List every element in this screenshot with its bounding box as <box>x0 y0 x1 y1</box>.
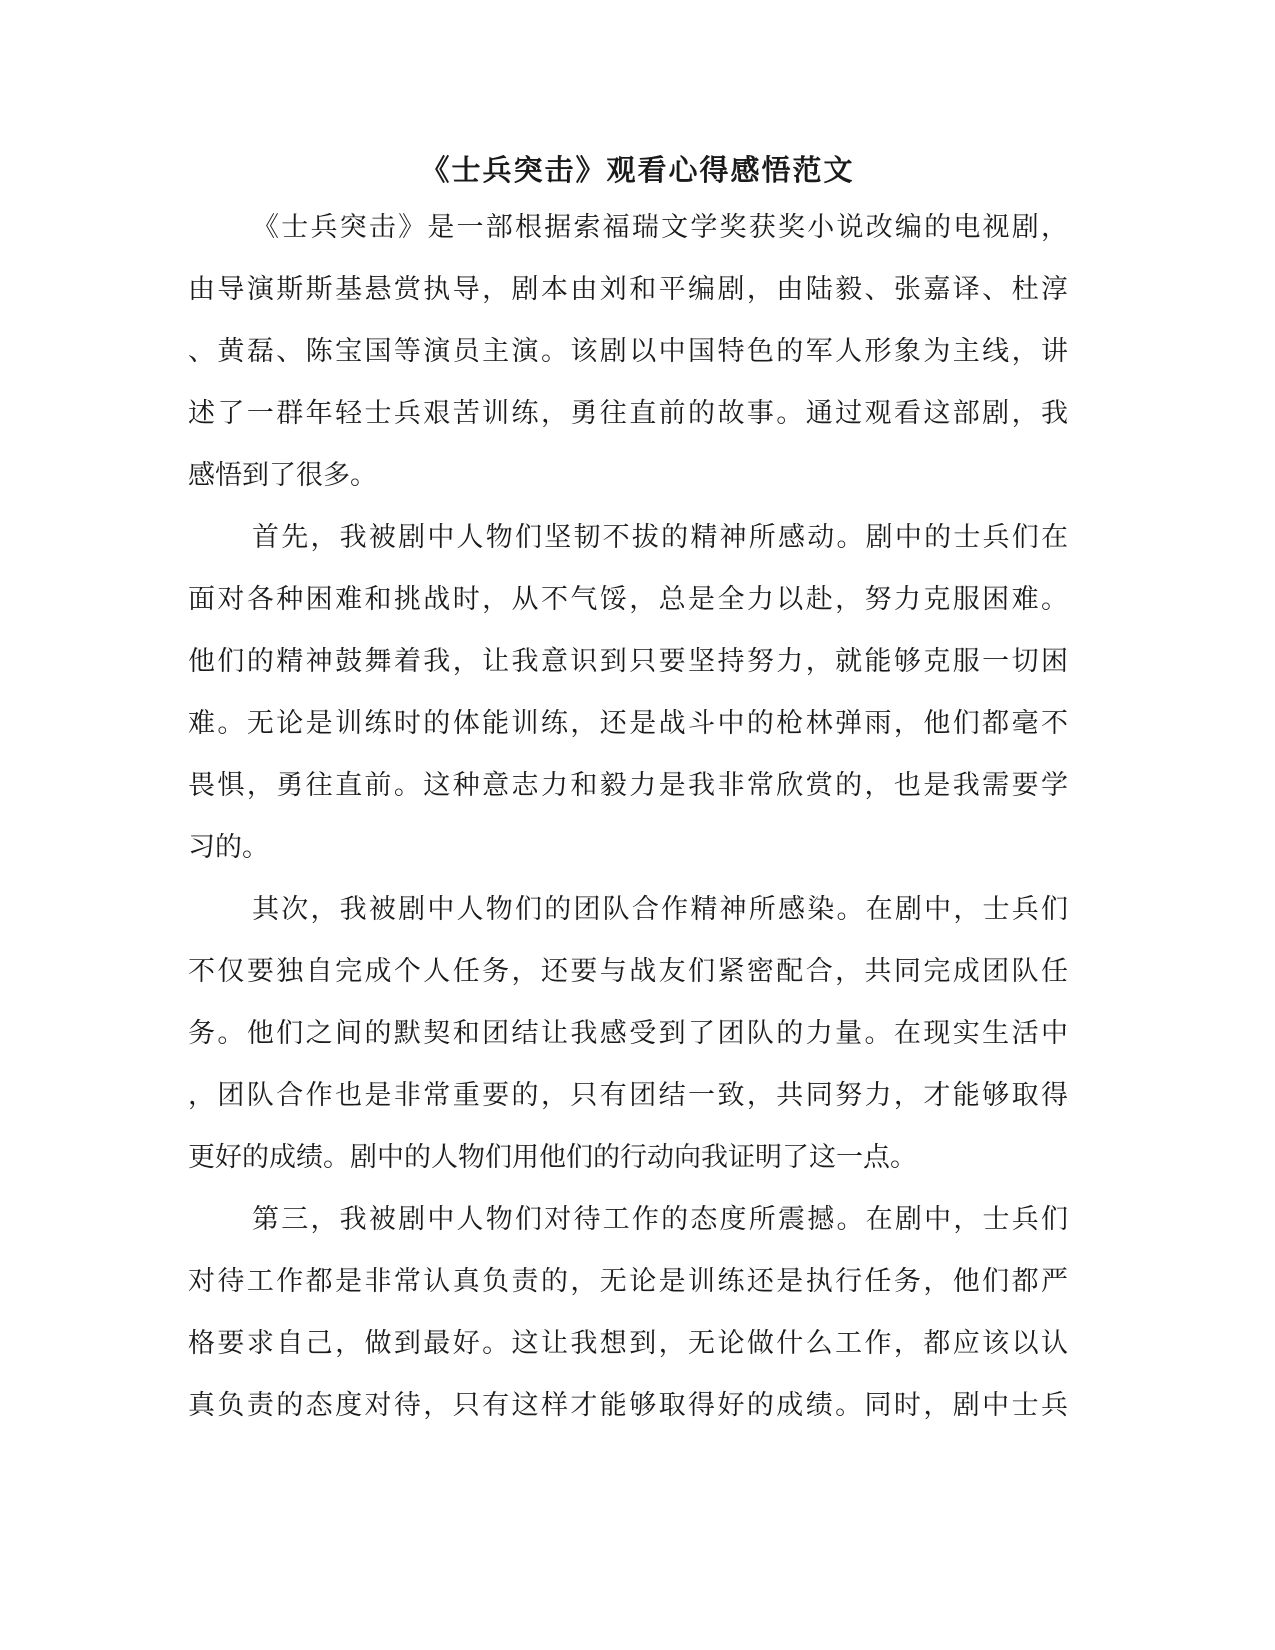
text-line: 习的。 <box>188 832 269 863</box>
text-line: 由导演斯斯基悬赏执导，剧本由刘和平编剧，由陆毅、张嘉译、杜淳 <box>188 274 1068 305</box>
text-line: 格要求自己，做到最好。这让我想到，无论做什么工作，都应该以认 <box>188 1328 1068 1359</box>
text-line: 述了一群年轻士兵艰苦训练，勇往直前的故事。通过观看这部剧，我 <box>188 398 1068 429</box>
text-line: 《士兵突击》是一部根据索福瑞文学奖获奖小说改编的电视剧， <box>252 212 1068 243</box>
text-line: 首先，我被剧中人物们坚韧不拔的精神所感动。剧中的士兵们在 <box>252 522 1068 553</box>
text-line: 务。他们之间的默契和团结让我感受到了团队的力量。在现实生活中 <box>188 1018 1068 1049</box>
text-line: 感悟到了很多。 <box>188 460 377 491</box>
text-line: 真负责的态度对待，只有这样才能够取得好的成绩。同时，剧中士兵 <box>188 1390 1068 1421</box>
text-line: 对待工作都是非常认真负责的，无论是训练还是执行任务，他们都严 <box>188 1266 1068 1297</box>
text-line: 、黄磊、陈宝国等演员主演。该剧以中国特色的军人形象为主线，讲 <box>188 336 1068 367</box>
page-title: 《士兵突击》观看心得感悟范文 <box>420 153 855 187</box>
text-line: 其次，我被剧中人物们的团队合作精神所感染。在剧中，士兵们 <box>252 894 1068 925</box>
text-line: 第三，我被剧中人物们对待工作的态度所震撼。在剧中，士兵们 <box>252 1204 1068 1235</box>
text-line: 难。无论是训练时的体能训练，还是战斗中的枪林弹雨，他们都毫不 <box>188 708 1068 739</box>
text-line: 面对各种困难和挑战时，从不气馁，总是全力以赴，努力克服困难。 <box>188 584 1068 615</box>
text-line: 畏惧，勇往直前。这种意志力和毅力是我非常欣赏的，也是我需要学 <box>188 770 1068 801</box>
text-line: 他们的精神鼓舞着我，让我意识到只要坚持努力，就能够克服一切困 <box>188 646 1068 677</box>
text-line: 更好的成绩。剧中的人物们用他们的行动向我证明了这一点。 <box>188 1142 917 1173</box>
text-line: 不仅要独自完成个人任务，还要与战友们紧密配合，共同完成团队任 <box>188 956 1068 987</box>
text-line: ，团队合作也是非常重要的，只有团结一致，共同努力，才能够取得 <box>188 1080 1068 1111</box>
